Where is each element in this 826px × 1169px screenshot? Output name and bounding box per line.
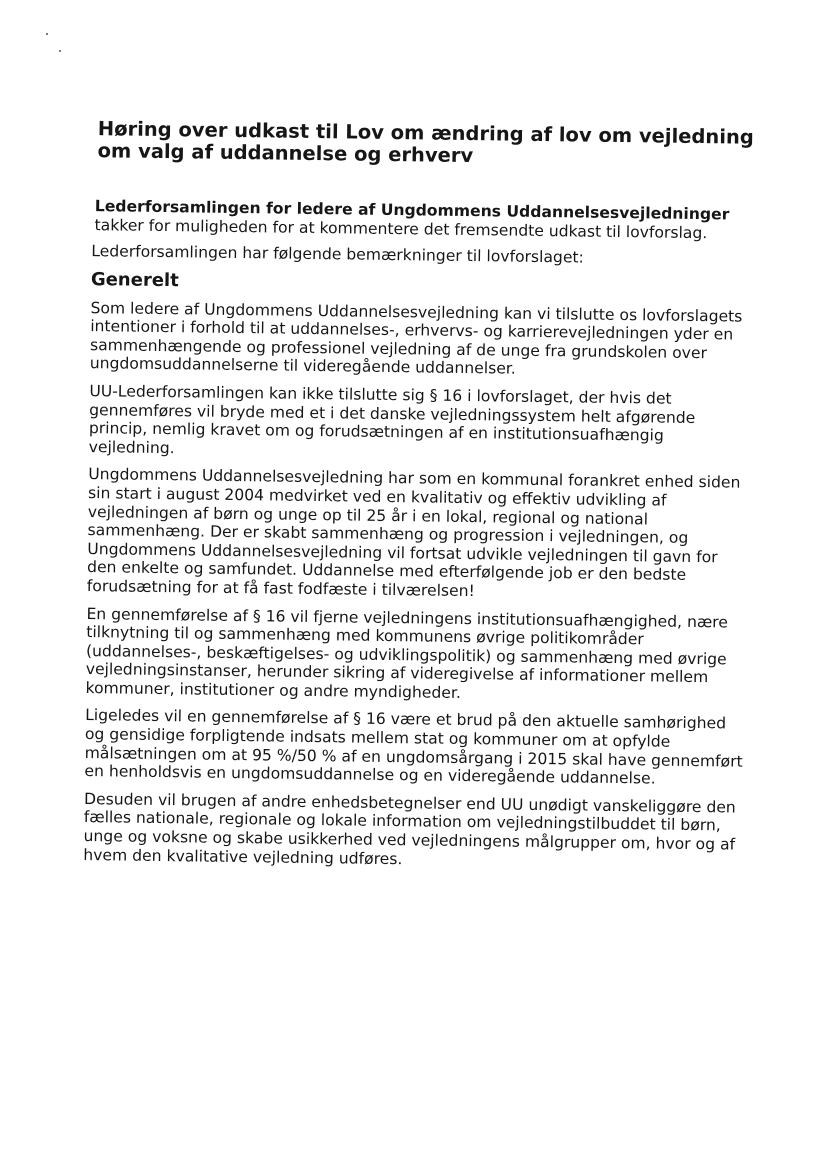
intro-text: takker for muligheden for at kommentere det fremsendte udkast til lovforslag. <box>94 215 708 242</box>
body-paragraph: Ungdommens Uddannelsesvejledning har som en kommunal forankret enhed siden sin start i august 2004 medvirket ved en kvalitativ og effektiv udvikling af vejledningen af børn og unge op til 25 år i en lokal, regional og national sammenhæng. Der er skabt sammenhæng og progression i vejledningen, og Ungdommens Uddannelsesvejledning vil fortsat udvikle vejledningen til gavn for den enkelte og samfundet. Uddannelse med efterfølgende job er den bedste forudsætning for at få fast fodfæste i tilværelsen! <box>86 465 741 601</box>
document-page <box>76 118 754 882</box>
scan-speck <box>59 50 61 52</box>
scan-speck <box>46 33 48 35</box>
body-paragraph: Desuden vil brugen af andre enhedsbetegnelser end UU unødigt vanskeliggøre den fælles nationale, regionale og lokale information om vejledningstilbuddet til børn, unge og voksne og skabe usikkerhed ved vejledningens målgrupper om, hvor og af hvem den kvalitative vejledning udføres. <box>83 789 736 868</box>
body-paragraph: UU-Lederforsamlingen kan ikke tilslutte sig § 16 i lovforslaget, der hvis det gennemføres vil bryde med et i det danske vejledningssystem helt afgørende princip, nemlig kravet om og forudsætningen af en institutionsuafhængig vejledning. <box>88 382 696 457</box>
organization-name: Lederforsamlingen for ledere af Ungdommens Uddannelsesvejledninger <box>94 197 730 224</box>
intro-paragraph <box>94 197 752 243</box>
body-paragraph: En gennemførelse af § 16 vil fjerne vejledningens institutionsuafhængighed, nære tilknytning til og sammenhæng med kommunens øvrige politikområder (uddannelses-, beskæftigelses- og udviklingspolitik) og sammenhæng med øvrige vejledningsinstanser, herunder sikring af videregivelse af informationer mellem kommuner, institutioner og andre myndigheder. <box>85 604 729 702</box>
body-paragraph: Som ledere af Ungdommens Uddannelsesvejledning kan vi tilslutte os lovforslagets intentioner i forhold til at uddannelses-, erhvervs- og karrierevejledningen yder en sammenhængende og professionel vejledning af de unge fra grundskolen over ungdomsuddannelserne til videregående uddannelser. <box>89 298 743 379</box>
section-heading: Generelt <box>90 268 179 291</box>
document-title: Høring over udkast til Lov om ændring af lov om vejledning om valg af uddannelse og erhverv <box>97 117 754 168</box>
remarks-intro: Lederforsamlingen har følgende bemærkninger til lovforslaget: <box>91 242 584 267</box>
body-paragraph: Ligeledes vil en gennemførelse af § 16 være et brud på den aktuelle samhørighed og gensidige forpligtende indsats mellem stat og kommuner om at opfylde målsætningen om at 95 %/50 % af en ungdomsårgang i 2015 skal have gennemført en henholdsvis en ungdomsuddannelse og en videregående uddannelse. <box>84 706 743 788</box>
